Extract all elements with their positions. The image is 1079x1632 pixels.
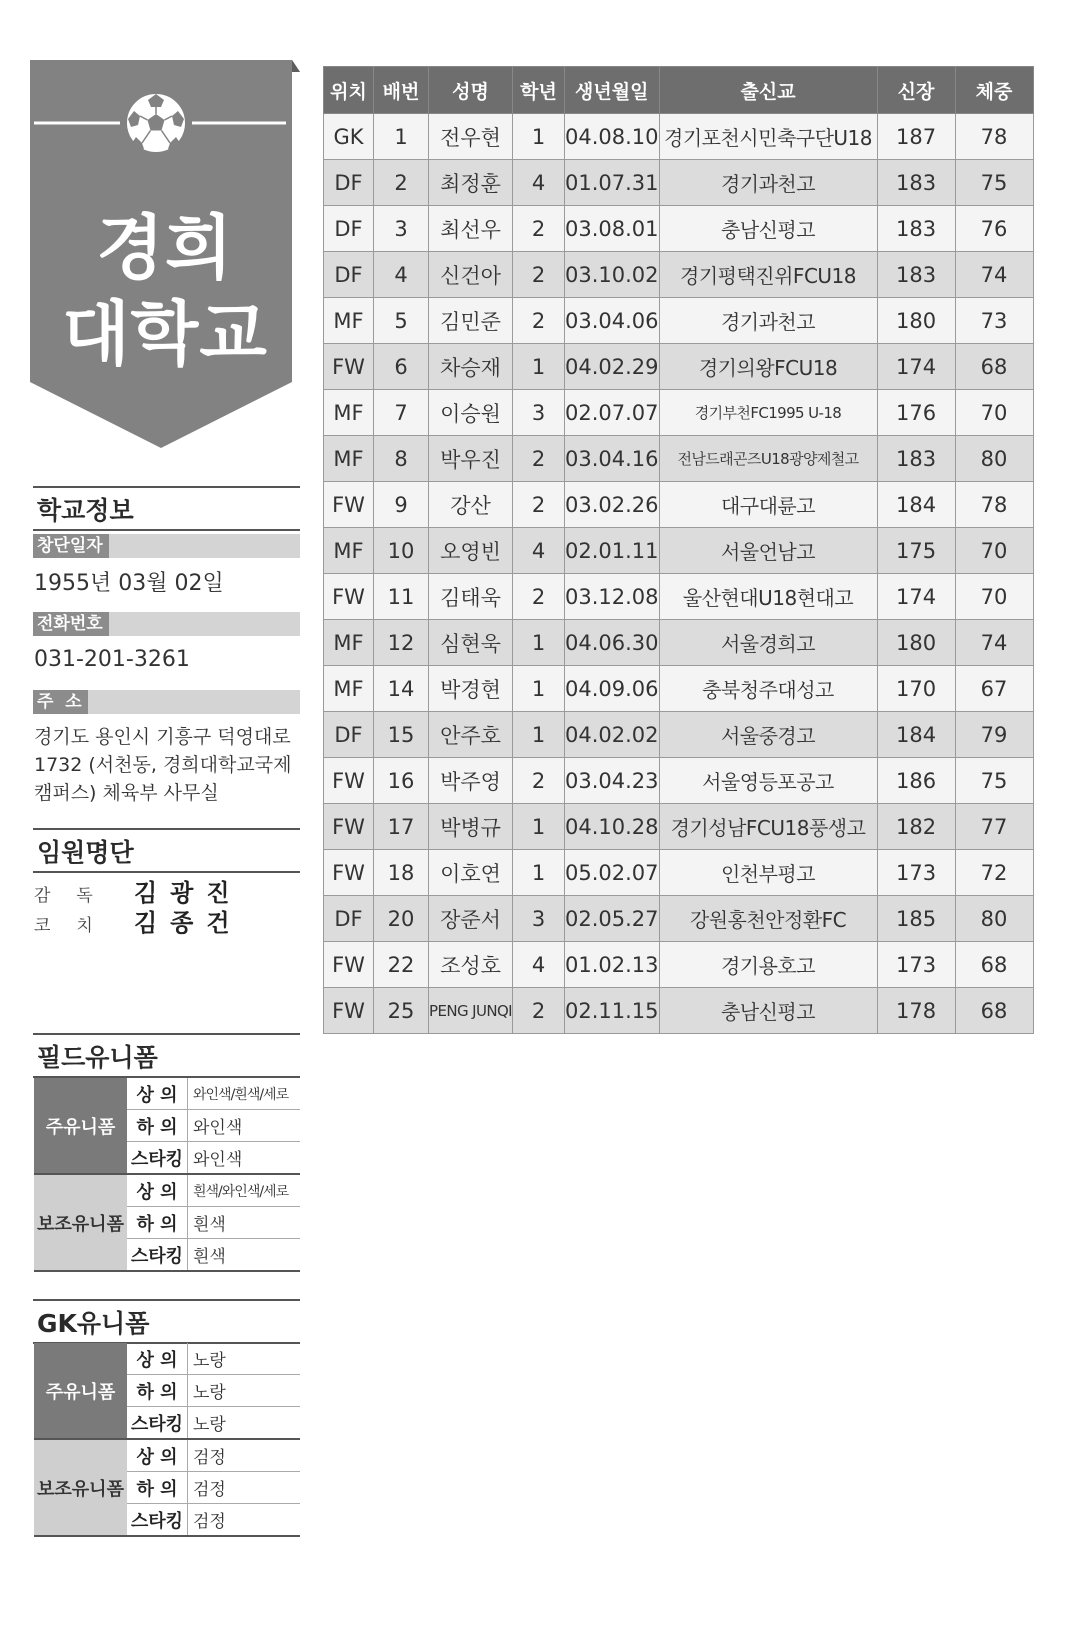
- cell-school: 경기평택진위FCU18: [659, 252, 877, 298]
- table-row: [324, 160, 1034, 206]
- roster-body: [324, 114, 1034, 1034]
- header-position: 위치: [324, 67, 374, 114]
- table-row: [324, 114, 1034, 160]
- cell-school: 충남신평고: [659, 206, 877, 252]
- cell-name: 안주호: [429, 712, 513, 758]
- cell-height: 187: [877, 114, 955, 160]
- cell-grade: 2: [513, 574, 565, 620]
- phone-label-bar: [33, 612, 300, 636]
- cell-birthdate: 04.09.06: [565, 666, 660, 712]
- table-row: [324, 942, 1034, 988]
- cell-birthdate: 03.10.02: [565, 252, 660, 298]
- table-row: [324, 896, 1034, 942]
- uniform-color: 흰색/와인색/세로: [188, 1174, 301, 1207]
- cell-grade: 2: [513, 252, 565, 298]
- address-label-bar: [33, 690, 300, 714]
- cell-position: DF: [324, 896, 374, 942]
- cell-height: 183: [877, 252, 955, 298]
- address-value: [34, 723, 304, 807]
- header-name: 성명: [429, 67, 513, 114]
- founded-label: 창단일자: [33, 534, 109, 558]
- cell-name: 오영빈: [429, 528, 513, 574]
- cell-grade: 4: [513, 528, 565, 574]
- cell-position: DF: [324, 252, 374, 298]
- cell-birthdate: 02.11.15: [565, 988, 660, 1034]
- header-weight: 체중: [955, 67, 1033, 114]
- cell-grade: 1: [513, 804, 565, 850]
- table-row: [324, 620, 1034, 666]
- cell-weight: 75: [955, 160, 1033, 206]
- cell-number: 15: [374, 712, 429, 758]
- roster-table: [323, 66, 1034, 1034]
- table-row: [324, 758, 1034, 804]
- cell-grade: 1: [513, 666, 565, 712]
- cell-grade: 2: [513, 988, 565, 1034]
- cell-height: 185: [877, 896, 955, 942]
- cell-number: 6: [374, 344, 429, 390]
- table-row: [324, 712, 1034, 758]
- cell-name: 강산: [429, 482, 513, 528]
- staff-row-assistant: [34, 903, 243, 938]
- cell-grade: 1: [513, 850, 565, 896]
- cell-weight: 80: [955, 436, 1033, 482]
- cell-school: 경기부천FC1995 U-18: [659, 390, 877, 436]
- cell-birthdate: 03.08.01: [565, 206, 660, 252]
- uniform-part: 상 의: [127, 1078, 188, 1110]
- cell-number: 17: [374, 804, 429, 850]
- cell-birthdate: 04.10.28: [565, 804, 660, 850]
- cell-school: 경기성남FCU18풍생고: [659, 804, 877, 850]
- cell-school: 서울경희고: [659, 620, 877, 666]
- cell-grade: 2: [513, 758, 565, 804]
- cell-birthdate: 02.01.11: [565, 528, 660, 574]
- cell-birthdate: 03.04.06: [565, 298, 660, 344]
- cell-grade: 2: [513, 436, 565, 482]
- address-label: 주 소: [33, 690, 88, 714]
- cell-weight: 68: [955, 344, 1033, 390]
- cell-weight: 75: [955, 758, 1033, 804]
- cell-weight: 67: [955, 666, 1033, 712]
- cell-position: MF: [324, 666, 374, 712]
- cell-birthdate: 02.05.27: [565, 896, 660, 942]
- cell-position: MF: [324, 298, 374, 344]
- uniform-part: 상 의: [127, 1343, 188, 1375]
- cell-name: 박경현: [429, 666, 513, 712]
- cell-birthdate: 04.08.10: [565, 114, 660, 160]
- uniform-group-main: 주유니폼: [34, 1343, 127, 1439]
- cell-height: 174: [877, 574, 955, 620]
- uniform-part: 상 의: [127, 1439, 188, 1472]
- cell-school: 울산현대U18현대고: [659, 574, 877, 620]
- cell-weight: 70: [955, 528, 1033, 574]
- cell-birthdate: 04.02.02: [565, 712, 660, 758]
- cell-height: 184: [877, 712, 955, 758]
- cell-height: 173: [877, 850, 955, 896]
- cell-weight: 79: [955, 712, 1033, 758]
- cell-height: 183: [877, 436, 955, 482]
- uniform-part: 하 의: [127, 1472, 188, 1504]
- cell-position: DF: [324, 160, 374, 206]
- table-row: [324, 850, 1034, 896]
- table-row: [324, 252, 1034, 298]
- table-row: [324, 482, 1034, 528]
- field-uniform-title: 필드유니폼: [33, 1033, 300, 1078]
- uniform-group-main: 주유니폼: [34, 1078, 127, 1174]
- uniform-part: 하 의: [127, 1207, 188, 1239]
- cell-name: 신건아: [429, 252, 513, 298]
- uniform-color: 흰색: [188, 1239, 301, 1272]
- cell-weight: 70: [955, 574, 1033, 620]
- gk-uniform-table: [34, 1343, 300, 1537]
- cell-school: 서울영등포공고: [659, 758, 877, 804]
- cell-number: 3: [374, 206, 429, 252]
- cell-weight: 74: [955, 620, 1033, 666]
- table-row: [324, 390, 1034, 436]
- table-row: [324, 206, 1034, 252]
- staff-role: 감독: [34, 886, 119, 906]
- cell-birthdate: 04.06.30: [565, 620, 660, 666]
- cell-weight: 73: [955, 298, 1033, 344]
- uniform-part: 상 의: [127, 1174, 188, 1207]
- cell-position: FW: [324, 850, 374, 896]
- phone-label: 전화번호: [33, 612, 109, 636]
- uniform-part: 스타킹: [127, 1239, 188, 1272]
- table-row: [324, 574, 1034, 620]
- cell-name: 전우현: [429, 114, 513, 160]
- table-row: [324, 988, 1034, 1034]
- cell-position: FW: [324, 988, 374, 1034]
- roster-header-row: [324, 67, 1034, 114]
- cell-number: 25: [374, 988, 429, 1034]
- table-row: [324, 804, 1034, 850]
- uniform-color: 노랑: [188, 1407, 301, 1440]
- cell-position: GK: [324, 114, 374, 160]
- cell-weight: 78: [955, 114, 1033, 160]
- cell-school: 경기의왕FCU18: [659, 344, 877, 390]
- cell-weight: 74: [955, 252, 1033, 298]
- cell-grade: 1: [513, 620, 565, 666]
- uniform-part: 스타킹: [127, 1142, 188, 1175]
- uniform-part: 스타킹: [127, 1407, 188, 1440]
- cell-school: 강원홍천안정환FC: [659, 896, 877, 942]
- cell-name: 박주영: [429, 758, 513, 804]
- cell-name: 이호연: [429, 850, 513, 896]
- cell-number: 9: [374, 482, 429, 528]
- cell-position: FW: [324, 344, 374, 390]
- uniform-color: 검정: [188, 1439, 301, 1472]
- address-line: 1732 (서천동, 경희대학교국제: [34, 754, 292, 776]
- founded-value: 1955년 03월 02일: [34, 571, 224, 596]
- cell-name: 박우진: [429, 436, 513, 482]
- founded-label-bar: [33, 534, 300, 558]
- cell-grade: 3: [513, 390, 565, 436]
- uniform-color: 와인색: [188, 1110, 301, 1142]
- cell-grade: 1: [513, 712, 565, 758]
- cell-height: 180: [877, 298, 955, 344]
- uniform-group-sub: 보조유니폼: [34, 1174, 127, 1271]
- cell-school: 경기포천시민축구단U18: [659, 114, 877, 160]
- cell-number: 2: [374, 160, 429, 206]
- cell-number: 22: [374, 942, 429, 988]
- uniform-color: 검정: [188, 1472, 301, 1504]
- school-name-line1: 경희: [96, 207, 234, 289]
- cell-name: 최선우: [429, 206, 513, 252]
- field-uniform-table: [34, 1078, 300, 1272]
- uniform-part: 하 의: [127, 1110, 188, 1142]
- cell-number: 12: [374, 620, 429, 666]
- cell-name: 김민준: [429, 298, 513, 344]
- cell-name: 김태욱: [429, 574, 513, 620]
- cell-number: 16: [374, 758, 429, 804]
- table-row: [324, 298, 1034, 344]
- cell-name: 차승재: [429, 344, 513, 390]
- uniform-part: 하 의: [127, 1375, 188, 1407]
- cell-number: 7: [374, 390, 429, 436]
- cell-position: FW: [324, 942, 374, 988]
- cell-position: DF: [324, 206, 374, 252]
- table-row: [324, 436, 1034, 482]
- cell-position: MF: [324, 390, 374, 436]
- cell-height: 184: [877, 482, 955, 528]
- cell-weight: 72: [955, 850, 1033, 896]
- cell-school: 서울중경고: [659, 712, 877, 758]
- cell-grade: 2: [513, 298, 565, 344]
- address-line: 캠퍼스) 체육부 사무실: [34, 782, 219, 804]
- header-birthdate: 생년월일: [565, 67, 660, 114]
- gk-uniform-title: GK유니폼: [33, 1299, 300, 1344]
- cell-position: DF: [324, 712, 374, 758]
- uniform-color: 노랑: [188, 1375, 301, 1407]
- cell-birthdate: 01.07.31: [565, 160, 660, 206]
- cell-position: FW: [324, 758, 374, 804]
- soccer-ball-icon: [126, 93, 186, 153]
- cell-position: FW: [324, 574, 374, 620]
- staff-title: 임원명단: [33, 828, 300, 873]
- cell-number: 10: [374, 528, 429, 574]
- cell-position: MF: [324, 528, 374, 574]
- cell-number: 18: [374, 850, 429, 896]
- staff-name: 김광진: [134, 879, 243, 907]
- cell-height: 173: [877, 942, 955, 988]
- cell-number: 11: [374, 574, 429, 620]
- phone-value: 031-201-3261: [34, 647, 190, 672]
- school-info-title: 학교정보: [33, 486, 300, 531]
- header-grade: 학년: [513, 67, 565, 114]
- cell-birthdate: 03.04.23: [565, 758, 660, 804]
- cell-height: 186: [877, 758, 955, 804]
- school-name: [30, 205, 300, 377]
- cell-name: 박병규: [429, 804, 513, 850]
- cell-grade: 2: [513, 206, 565, 252]
- cell-weight: 78: [955, 482, 1033, 528]
- cell-name: 심현욱: [429, 620, 513, 666]
- cell-height: 183: [877, 160, 955, 206]
- cell-weight: 70: [955, 390, 1033, 436]
- uniform-group-sub: 보조유니폼: [34, 1439, 127, 1536]
- cell-birthdate: 03.04.16: [565, 436, 660, 482]
- cell-number: 20: [374, 896, 429, 942]
- staff-role: 코치: [34, 916, 119, 936]
- cell-position: MF: [324, 620, 374, 666]
- cell-grade: 4: [513, 160, 565, 206]
- cell-grade: 2: [513, 482, 565, 528]
- cell-school: 서울언남고: [659, 528, 877, 574]
- address-line: 경기도 용인시 기흥구 덕영대로: [34, 726, 291, 748]
- cell-grade: 4: [513, 942, 565, 988]
- cell-name: 조성호: [429, 942, 513, 988]
- cell-weight: 77: [955, 804, 1033, 850]
- cell-birthdate: 05.02.07: [565, 850, 660, 896]
- cell-height: 170: [877, 666, 955, 712]
- cell-grade: 3: [513, 896, 565, 942]
- uniform-part: 스타킹: [127, 1504, 188, 1537]
- uniform-color: 검정: [188, 1504, 301, 1537]
- cell-number: 8: [374, 436, 429, 482]
- cell-school: 경기용호고: [659, 942, 877, 988]
- cell-birthdate: 03.02.26: [565, 482, 660, 528]
- header-school: 출신교: [659, 67, 877, 114]
- staff-name: 김종건: [134, 909, 243, 937]
- header-number: 배번: [374, 67, 429, 114]
- header-height: 신장: [877, 67, 955, 114]
- cell-birthdate: 03.12.08: [565, 574, 660, 620]
- cell-school: 인천부평고: [659, 850, 877, 896]
- cell-number: 14: [374, 666, 429, 712]
- cell-height: 174: [877, 344, 955, 390]
- cell-school: 경기과천고: [659, 298, 877, 344]
- uniform-color: 흰색: [188, 1207, 301, 1239]
- cell-name: 이승원: [429, 390, 513, 436]
- cell-school: 경기과천고: [659, 160, 877, 206]
- cell-name: 장준서: [429, 896, 513, 942]
- school-name-line2: 대학교: [62, 293, 268, 375]
- cell-weight: 80: [955, 896, 1033, 942]
- cell-height: 175: [877, 528, 955, 574]
- cell-position: FW: [324, 482, 374, 528]
- cell-number: 5: [374, 298, 429, 344]
- cell-grade: 1: [513, 114, 565, 160]
- cell-grade: 1: [513, 344, 565, 390]
- cell-school: 충북청주대성고: [659, 666, 877, 712]
- cell-birthdate: 02.07.07: [565, 390, 660, 436]
- table-row: [324, 528, 1034, 574]
- table-row: [324, 666, 1034, 712]
- cell-name: 최정훈: [429, 160, 513, 206]
- cell-height: 176: [877, 390, 955, 436]
- cell-name: PENG JUNQI: [429, 988, 513, 1034]
- uniform-color: 와인색: [188, 1142, 301, 1175]
- cell-position: MF: [324, 436, 374, 482]
- cell-number: 4: [374, 252, 429, 298]
- cell-school: 전남드래곤즈U18광양제철고: [659, 436, 877, 482]
- cell-school: 충남신평고: [659, 988, 877, 1034]
- cell-position: FW: [324, 804, 374, 850]
- cell-weight: 68: [955, 988, 1033, 1034]
- cell-birthdate: 01.02.13: [565, 942, 660, 988]
- cell-weight: 68: [955, 942, 1033, 988]
- cell-height: 182: [877, 804, 955, 850]
- cell-birthdate: 04.02.29: [565, 344, 660, 390]
- cell-height: 180: [877, 620, 955, 666]
- uniform-color: 노랑: [188, 1343, 301, 1375]
- uniform-color: 와인색/흰색/세로: [188, 1078, 301, 1110]
- cell-weight: 76: [955, 206, 1033, 252]
- table-row: [324, 344, 1034, 390]
- cell-school: 대구대륜고: [659, 482, 877, 528]
- cell-height: 183: [877, 206, 955, 252]
- cell-height: 178: [877, 988, 955, 1034]
- cell-number: 1: [374, 114, 429, 160]
